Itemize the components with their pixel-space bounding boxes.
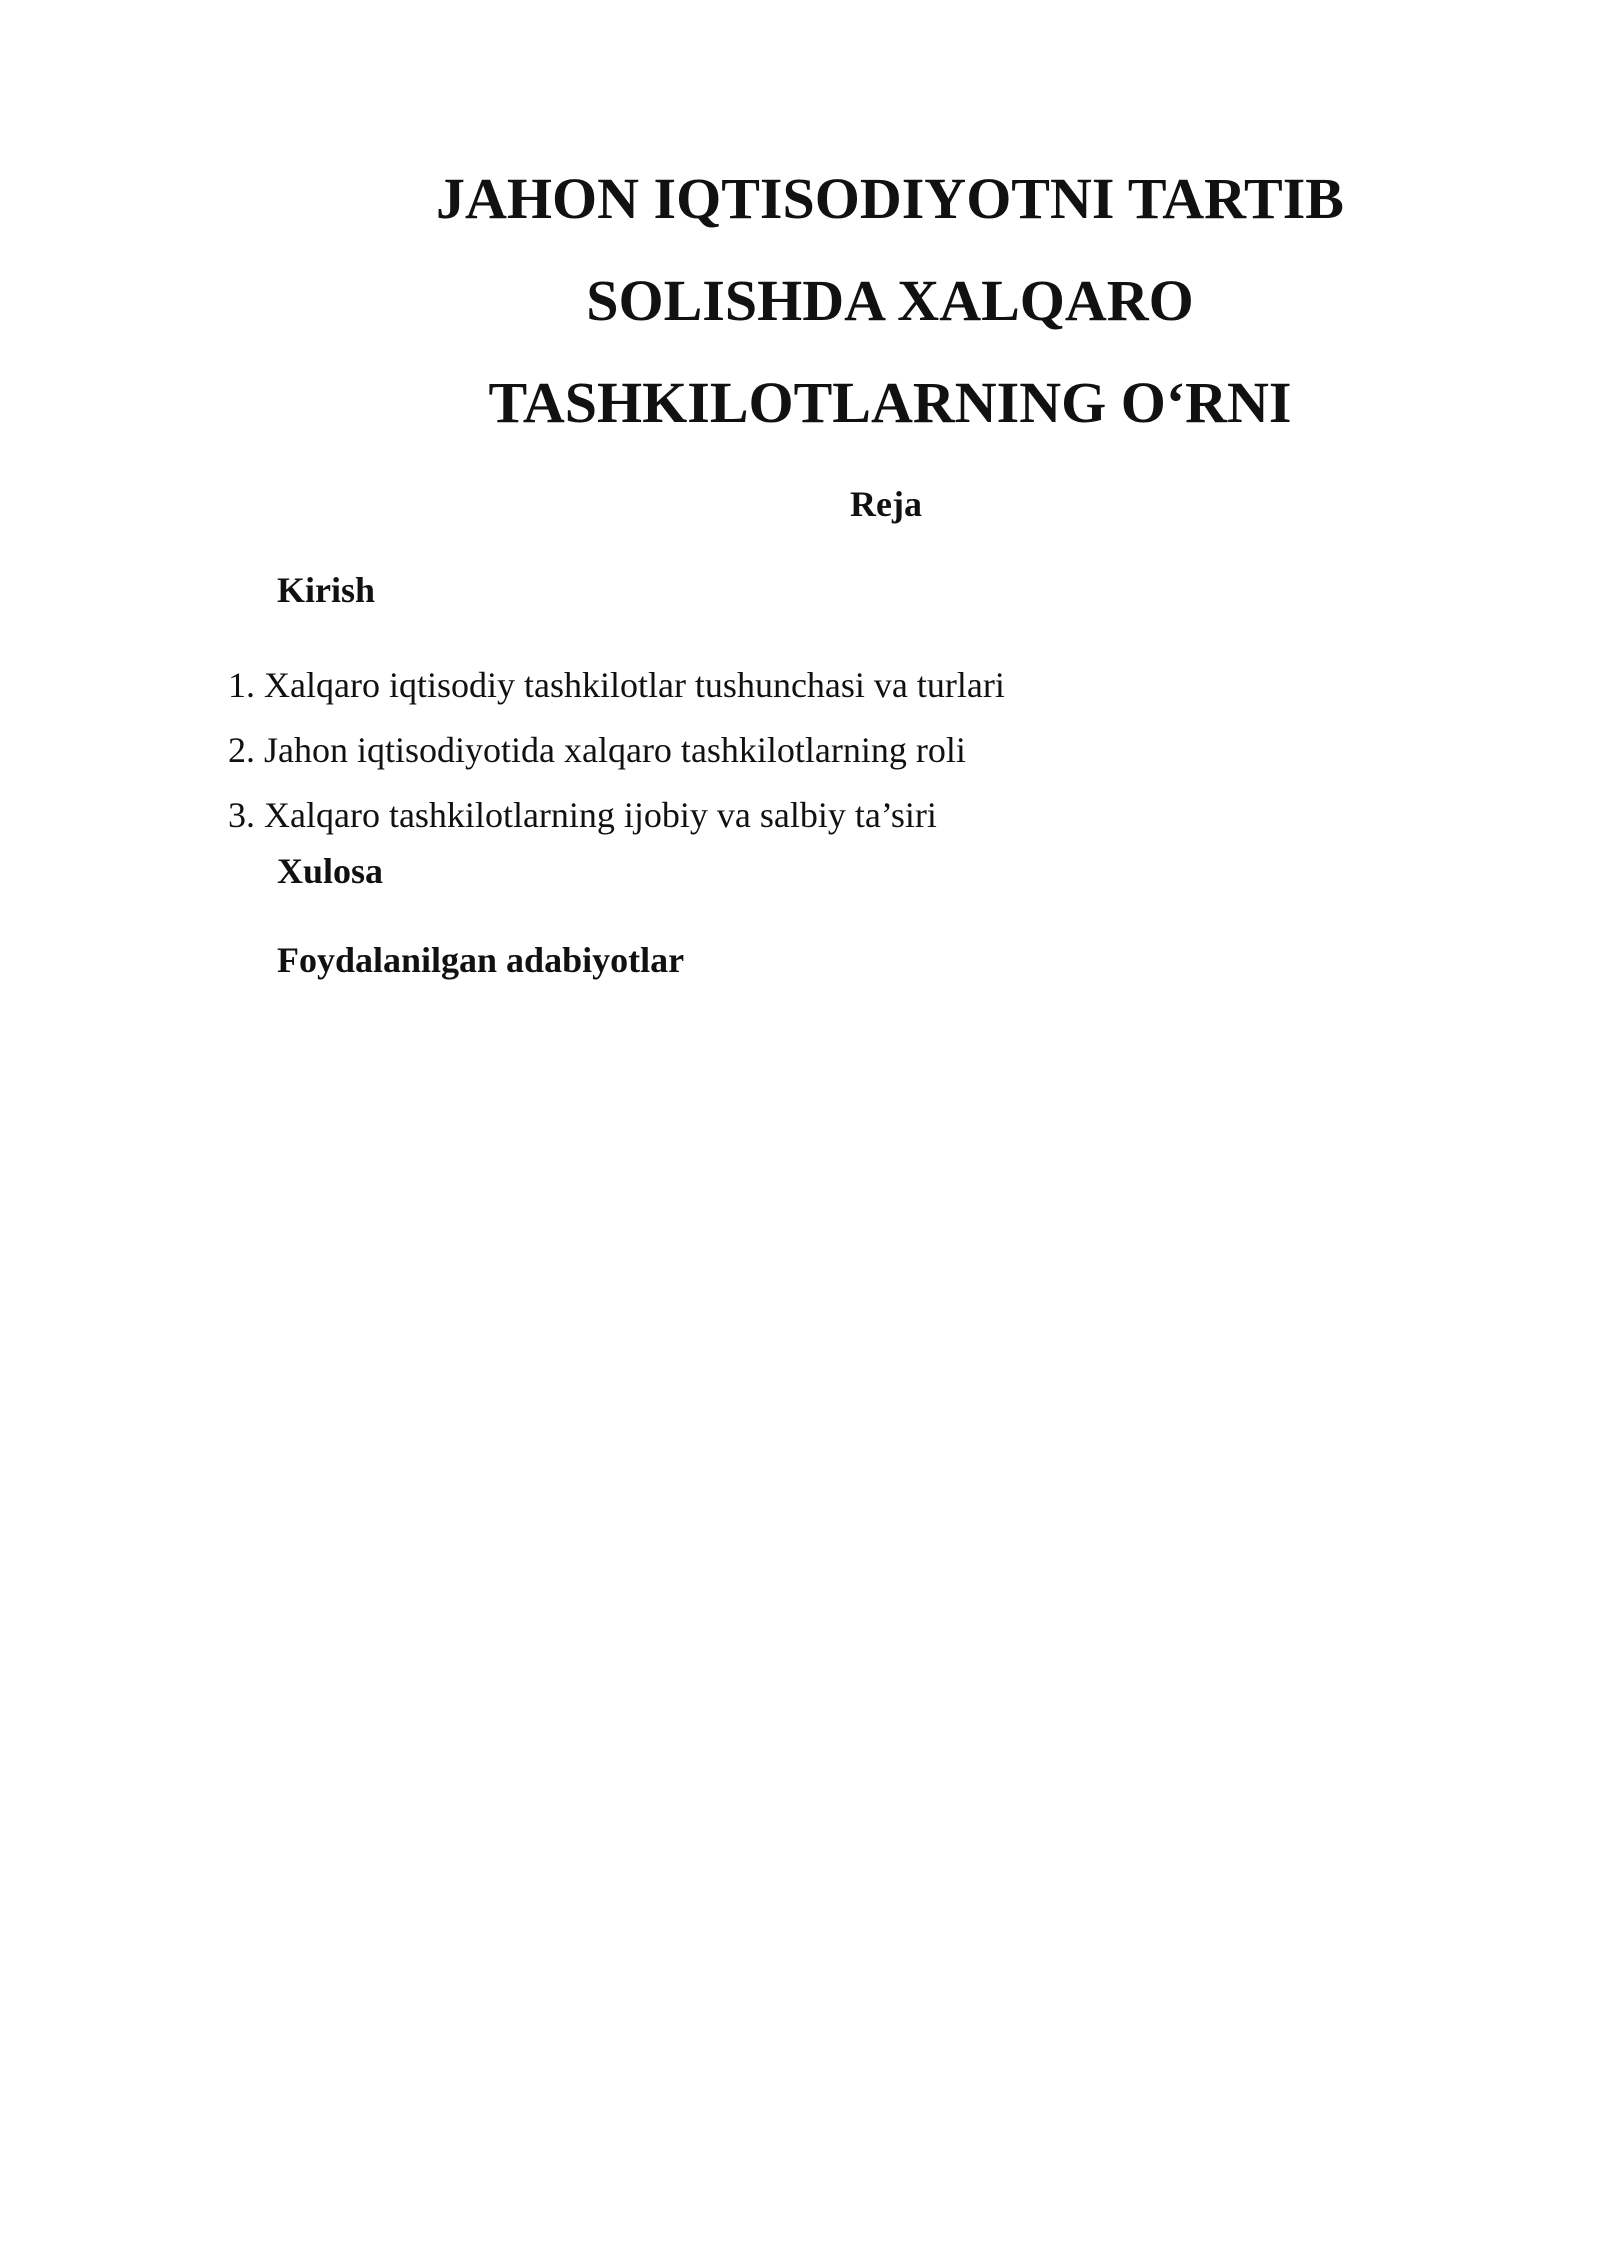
intro-heading: Kirish xyxy=(277,570,376,610)
plan-item-3 xyxy=(228,783,1005,848)
plan-item-number: 3. xyxy=(228,795,255,835)
plan-item-2 xyxy=(228,718,1005,783)
plan-heading: Reja xyxy=(850,484,922,524)
plan-item-text: Jahon iqtisodiyotida xalqaro tashkilotlarning roli xyxy=(264,730,966,770)
conclusion-heading: Xulosa xyxy=(277,851,384,891)
plan-list xyxy=(228,653,1005,848)
title-line-1: JAHON IQTISODIYOTNI TARTIB xyxy=(436,166,1344,231)
plan-item-number: 2. xyxy=(228,730,255,770)
plan-item-number: 1. xyxy=(228,665,255,705)
references-heading: Foydalanilgan adabiyotlar xyxy=(277,940,685,980)
title-line-2: SOLISHDA XALQARO xyxy=(586,268,1194,333)
plan-item-1 xyxy=(228,653,1005,718)
plan-item-text: Xalqaro iqtisodiy tashkilotlar tushunchasi va turlari xyxy=(264,665,1005,705)
document-title xyxy=(400,148,1380,454)
plan-item-text: Xalqaro tashkilotlarning ijobiy va salbiy ta’siri xyxy=(264,795,937,835)
title-line-3: TASHKILOTLARNING O‘RNI xyxy=(488,370,1292,435)
